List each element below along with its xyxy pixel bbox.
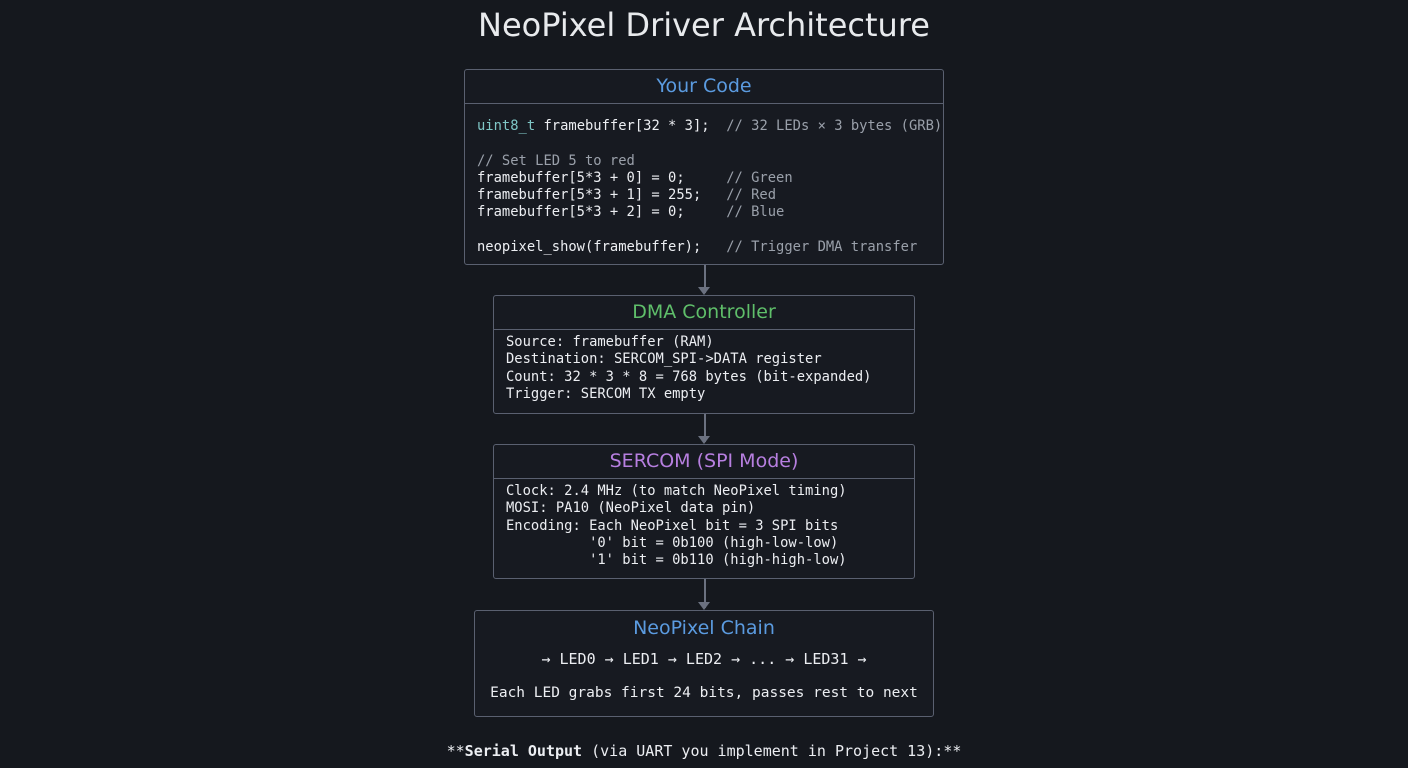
neopixel-chain-box <box>474 610 934 717</box>
dma-line: Destination: SERCOM_SPI->DATA register <box>506 351 822 368</box>
arrow-head-icon <box>698 287 710 295</box>
code-text: framebuffer[5*3 + 0] = 0; <box>477 169 727 186</box>
sercom-line: Encoding: Each NeoPixel bit = 3 SPI bits <box>506 517 839 534</box>
chain-header: NeoPixel Chain <box>633 617 775 639</box>
markdown-asterisks: ** <box>446 742 465 760</box>
code-text: framebuffer[5*3 + 2] = 0; <box>477 204 727 221</box>
diagram-title: NeoPixel Driver Architecture <box>478 6 930 44</box>
code-comment: // Blue <box>726 204 785 221</box>
dma-details <box>494 330 914 403</box>
sercom-header: SERCOM (SPI Mode) <box>494 445 914 479</box>
code-line <box>477 204 943 221</box>
dma-line: Source: framebuffer (RAM) <box>506 334 714 350</box>
dma-line: Count: 32 * 3 * 8 = 768 bytes (bit-expanded) <box>506 368 872 385</box>
code-line <box>477 239 943 256</box>
code-line <box>477 170 943 187</box>
chain-note: Each LED grabs first 24 bits, passes rest to next <box>490 685 918 702</box>
code-text: framebuffer[32 * 3]; <box>535 118 727 134</box>
sercom-line: '0' bit = 0b100 (high-low-low) <box>506 534 839 551</box>
dma-controller-box <box>493 295 915 414</box>
your-code-header: Your Code <box>465 70 943 104</box>
code-comment: // Green <box>726 169 793 186</box>
your-code-box <box>464 69 944 265</box>
sercom-box <box>493 444 915 579</box>
sercom-line: MOSI: PA10 (NeoPixel data pin) <box>506 500 756 517</box>
code-line <box>477 135 943 152</box>
arrow-head-icon <box>698 602 710 610</box>
code-line <box>477 222 943 239</box>
sercom-line: '1' bit = 0b110 (high-high-low) <box>506 552 847 569</box>
code-comment: // Trigger DMA transfer <box>726 239 918 256</box>
code-text: framebuffer[5*3 + 1] = 255; <box>477 187 727 204</box>
code-type: uint8_t <box>477 118 536 134</box>
code-text: neopixel_show(framebuffer); <box>477 239 727 256</box>
code-block <box>465 104 943 256</box>
code-comment: // Red <box>726 187 777 204</box>
arrow-head-icon <box>698 436 710 444</box>
code-line <box>477 153 943 170</box>
code-line <box>477 118 943 135</box>
caption-text: (via UART you implement in Project 13): <box>582 742 944 760</box>
chain-flow: → LED0 → LED1 → LED2 → ... → LED31 → <box>541 650 867 668</box>
markdown-asterisks: ** <box>943 742 962 760</box>
sercom-details <box>494 479 914 569</box>
code-comment: // 32 LEDs × 3 bytes (GRB) <box>726 118 943 134</box>
dma-line: Trigger: SERCOM TX empty <box>506 385 706 402</box>
code-line <box>477 187 943 204</box>
caption-bold: Serial Output <box>464 742 583 760</box>
dma-header: DMA Controller <box>494 296 914 330</box>
serial-output-caption <box>0 742 1408 760</box>
code-comment: // Set LED 5 to red <box>477 152 635 169</box>
sercom-line: Clock: 2.4 MHz (to match NeoPixel timing) <box>506 483 847 499</box>
